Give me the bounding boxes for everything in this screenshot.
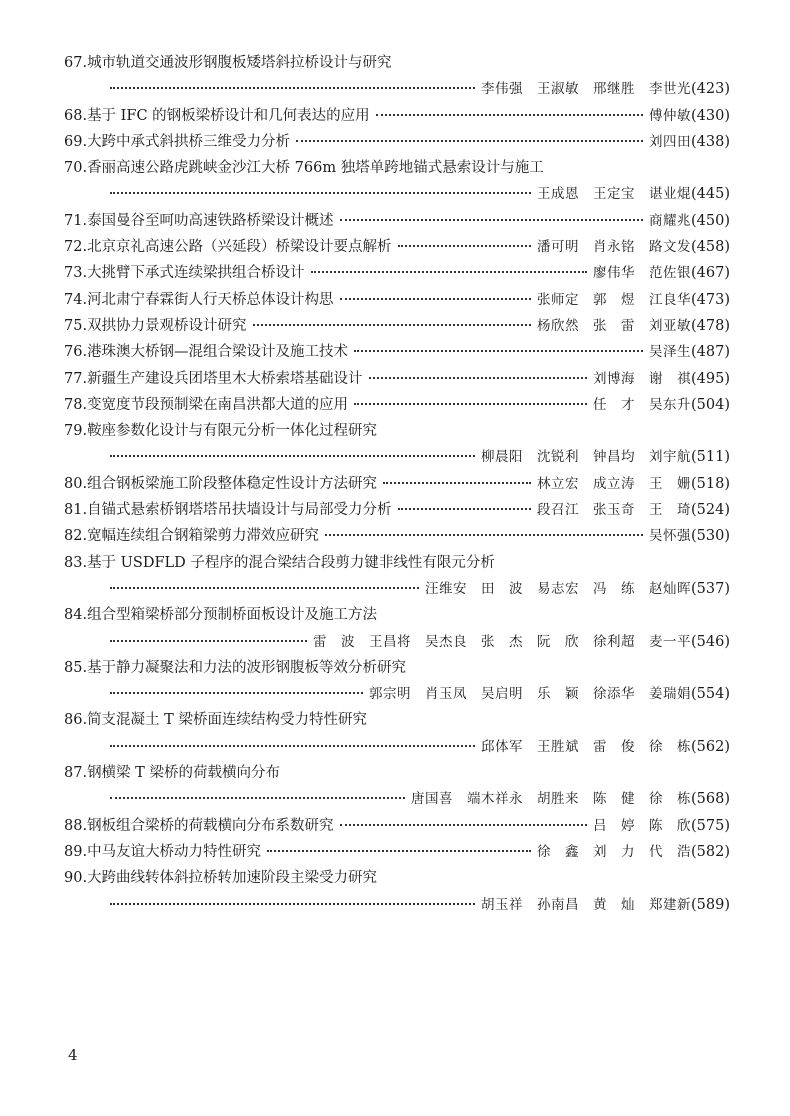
toc-entry: [64, 103, 730, 129]
dot-leader: [296, 140, 643, 142]
entry-authors: 郭宗明 肖玉凤 吴启明 乐 颖 徐添华 姜瑞娟: [369, 686, 691, 703]
entry-authors: 商耀兆: [649, 212, 691, 229]
entry-page: (473): [691, 291, 730, 308]
toc-entry: [64, 602, 730, 655]
entry-title: 宽幅连续组合钢箱梁剪力滞效应研究: [87, 528, 320, 545]
table-of-contents: [64, 50, 730, 918]
entry-page: (524): [691, 502, 730, 519]
entry-title-line: [64, 392, 730, 418]
entry-authors: 潘可明 肖永铭 路文发: [537, 239, 691, 256]
entry-page: (511): [691, 449, 730, 466]
entry-title-line: [64, 234, 730, 260]
dot-leader: [110, 640, 307, 642]
entry-title: 基于 IFC 的钢板梁桥设计和几何表达的应用: [87, 107, 370, 124]
toc-entry: [64, 287, 730, 313]
entry-title-line: [64, 655, 730, 681]
entry-title: 大跨曲线转体斜拉桥转加速阶段主梁受力研究: [87, 870, 378, 887]
entry-page: (495): [691, 370, 730, 387]
dot-leader: [354, 403, 587, 405]
entry-title-line: [64, 839, 730, 865]
entry-number: 68.: [64, 107, 88, 124]
entry-title-line: [64, 103, 730, 129]
entry-number: 79.: [64, 423, 88, 440]
entry-title-line: [64, 287, 730, 313]
entry-title-line: [64, 602, 730, 628]
entry-title-line: [64, 707, 730, 733]
toc-entry: [64, 50, 730, 103]
entry-title-line: [64, 260, 730, 286]
dot-leader: [311, 271, 587, 273]
entry-number: 76.: [64, 344, 88, 361]
entry-page: (467): [691, 265, 730, 282]
entry-page: (438): [691, 133, 730, 150]
entry-number: 89.: [64, 843, 88, 860]
entry-authors: 杨欣然 张 雷 刘亚敏: [537, 317, 691, 334]
toc-entry: [64, 865, 730, 918]
entry-title-line: [64, 366, 730, 392]
entry-page: (450): [691, 212, 730, 229]
entry-page: (568): [691, 791, 730, 808]
entry-number: 71.: [64, 212, 88, 229]
entry-author-line: [64, 576, 730, 602]
entry-authors: 段召江 张玉奇 王 琦: [537, 502, 691, 519]
toc-entry: [64, 392, 730, 418]
dot-leader: [354, 350, 643, 352]
toc-entry: [64, 208, 730, 234]
entry-number: 87.: [64, 765, 88, 782]
dot-leader: [110, 587, 419, 589]
entry-title: 组合钢板梁施工阶段整体稳定性设计方法研究: [87, 475, 378, 492]
toc-entry: [64, 234, 730, 260]
entry-author-line: [64, 734, 730, 760]
dot-leader: [369, 377, 587, 379]
entry-title: 城市轨道交通波形钢腹板矮塔斜拉桥设计与研究: [87, 55, 392, 71]
dot-leader: [110, 192, 531, 194]
entry-page: (423): [691, 81, 730, 98]
entry-author-line: [64, 629, 730, 655]
entry-authors: 唐国喜 端木祥永 胡胜来 陈 健 徐 栋: [411, 791, 691, 808]
entry-number: 75.: [64, 317, 88, 334]
entry-number: 69.: [64, 133, 88, 150]
toc-entry: [64, 313, 730, 339]
entry-authors: 胡玉祥 孙南昌 黄 灿 郑建新: [481, 896, 691, 913]
entry-title: 鞍座参数化设计与有限元分析一体化过程研究: [87, 423, 378, 440]
entry-page: (582): [691, 843, 730, 860]
entry-title: 双拱协力景观桥设计研究: [87, 317, 247, 334]
entry-authors: 刘博海 谢 祺: [593, 370, 691, 387]
entry-authors: 林立宏 成立涛 王 姗: [537, 475, 691, 492]
entry-number: 81.: [64, 502, 88, 519]
entry-title: 中马友谊大桥动力特性研究: [87, 843, 262, 860]
entry-author-line: [64, 681, 730, 707]
entry-author-line: [64, 181, 730, 207]
entry-number: 80.: [64, 475, 88, 492]
entry-page: (589): [691, 896, 730, 913]
entry-title-line: [64, 471, 730, 497]
entry-title-line: [64, 418, 730, 444]
entry-title: 大挑臂下承式连续梁拱组合桥设计: [87, 265, 305, 282]
entry-title: 泰国曼谷至呵叻高速铁路桥梁设计概述: [87, 212, 334, 229]
entry-authors: 张师定 郭 煜 江良华: [537, 291, 691, 308]
dot-leader: [383, 482, 531, 484]
entry-number: 73.: [64, 265, 88, 282]
entry-authors: 李伟强 王淑敏 邢继胜 李世光: [481, 81, 691, 98]
entry-page: (458): [691, 239, 730, 256]
toc-entry: [64, 339, 730, 365]
entry-title-line: [64, 50, 730, 76]
entry-authors: 汪维安 田 波 易志宏 冯 练 赵灿晖: [425, 580, 691, 597]
entry-title: 基于静力凝聚法和力法的波形钢腹板等效分析研究: [87, 659, 407, 676]
entry-number: 88.: [64, 817, 88, 834]
dot-leader: [110, 455, 475, 457]
entry-author-line: [64, 76, 730, 102]
toc-entry: [64, 523, 730, 549]
dot-leader: [340, 298, 531, 300]
entry-page: (504): [691, 396, 730, 413]
toc-entry: [64, 155, 730, 208]
entry-authors: 雷 波 王昌将 吴杰良 张 杰 阮 欣 徐利超 麦一平: [313, 633, 691, 650]
entry-title: 大跨中承式斜拱桥三维受力分析: [87, 133, 291, 150]
entry-number: 85.: [64, 659, 88, 676]
entry-authors: 柳晨阳 沈锐利 钟昌均 刘宇航: [481, 449, 691, 466]
entry-title-line: [64, 155, 730, 181]
entry-authors: 傅仲敏: [649, 107, 691, 124]
toc-entry: [64, 839, 730, 865]
entry-page: (554): [691, 686, 730, 703]
toc-entry: [64, 497, 730, 523]
dot-leader: [340, 219, 643, 221]
entry-number: 90.: [64, 870, 88, 887]
entry-authors: 徐 鑫 刘 力 代 浩: [537, 843, 691, 860]
entry-number: 70.: [64, 160, 88, 177]
toc-entry: [64, 813, 730, 839]
dot-leader: [398, 245, 531, 247]
entry-number: 74.: [64, 291, 88, 308]
entry-number: 78.: [64, 396, 88, 413]
dot-leader: [110, 797, 405, 799]
entry-title-line: [64, 865, 730, 891]
entry-page: (487): [691, 344, 730, 361]
entry-page: (445): [691, 186, 730, 203]
toc-entry: [64, 260, 730, 286]
toc-entry: [64, 366, 730, 392]
entry-page: (430): [691, 107, 730, 124]
toc-entry: [64, 707, 730, 760]
entry-title-line: [64, 208, 730, 234]
entry-author-line: [64, 444, 730, 470]
entry-title: 变宽度节段预制梁在南昌洪都大道的应用: [87, 396, 349, 413]
page-number: 4: [68, 1046, 78, 1064]
entry-title-line: [64, 129, 730, 155]
entry-title: 钢横梁 T 梁桥的荷载横向分布: [87, 765, 280, 782]
entry-authors: 王成恩 王定宝 谌业焜: [537, 186, 691, 203]
entry-page: (518): [691, 475, 730, 492]
entry-title: 自锚式悬索桥钢塔塔吊扶墙设计与局部受力分析: [87, 502, 392, 519]
entry-title-line: [64, 497, 730, 523]
entry-title: 河北肃宁春霖街人行天桥总体设计构思: [87, 291, 334, 308]
entry-number: 67.: [64, 55, 88, 71]
entry-authors: 吴泽生: [649, 344, 691, 361]
entry-page: (546): [691, 633, 730, 650]
entry-title-line: [64, 339, 730, 365]
toc-entry: [64, 418, 730, 471]
entry-author-line: [64, 892, 730, 918]
entry-title-line: [64, 813, 730, 839]
toc-entry: [64, 655, 730, 708]
entry-number: 77.: [64, 370, 88, 387]
entry-authors: 吕 婷 陈 欣: [593, 817, 691, 834]
dot-leader: [267, 850, 531, 852]
entry-authors: 任 才 吴东升: [593, 396, 691, 413]
toc-entry: [64, 471, 730, 497]
toc-entry: [64, 760, 730, 813]
entry-authors: 刘四田: [649, 133, 691, 150]
dot-leader: [398, 508, 531, 510]
entry-page: (575): [691, 817, 730, 834]
dot-leader: [110, 87, 475, 89]
dot-leader: [110, 745, 475, 747]
entry-title: 北京京礼高速公路（兴延段）桥梁设计要点解析: [87, 239, 392, 256]
entry-number: 83.: [64, 554, 88, 571]
entry-title: 港珠澳大桥钢—混组合梁设计及施工技术: [87, 344, 349, 361]
entry-title-line: [64, 313, 730, 339]
entry-author-line: [64, 786, 730, 812]
dot-leader: [325, 534, 643, 536]
entry-page: (530): [691, 528, 730, 545]
entry-number: 84.: [64, 607, 88, 624]
dot-leader: [253, 324, 531, 326]
entry-title: 新疆生产建设兵团塔里木大桥索塔基础设计: [87, 370, 363, 387]
entry-authors: 邱体军 王胜斌 雷 俊 徐 栋: [481, 738, 691, 755]
dot-leader: [376, 114, 643, 116]
entry-authors: 廖伟华 范佐银: [593, 265, 691, 282]
toc-entry: [64, 129, 730, 155]
entry-number: 86.: [64, 712, 88, 729]
dot-leader: [110, 903, 475, 905]
entry-page: (537): [691, 580, 730, 597]
entry-page: (478): [691, 317, 730, 334]
entry-title: 香丽高速公路虎跳峡金沙江大桥 766m 独塔单跨地锚式悬索设计与施工: [87, 160, 544, 177]
entry-authors: 吴怀强: [649, 528, 691, 545]
dot-leader: [110, 692, 363, 694]
entry-title: 组合型箱梁桥部分预制桥面板设计及施工方法: [87, 607, 378, 624]
entry-number: 82.: [64, 528, 88, 545]
entry-number: 72.: [64, 239, 88, 256]
toc-entry: [64, 550, 730, 603]
entry-title-line: [64, 523, 730, 549]
entry-title-line: [64, 550, 730, 576]
dot-leader: [340, 824, 587, 826]
entry-title: 基于 USDFLD 子程序的混合梁结合段剪力键非线性有限元分析: [87, 554, 495, 571]
entry-title: 简支混凝土 T 梁桥面连续结构受力特性研究: [87, 712, 367, 729]
entry-title: 钢板组合梁桥的荷载横向分布系数研究: [87, 817, 334, 834]
entry-title-line: [64, 760, 730, 786]
entry-page: (562): [691, 738, 730, 755]
